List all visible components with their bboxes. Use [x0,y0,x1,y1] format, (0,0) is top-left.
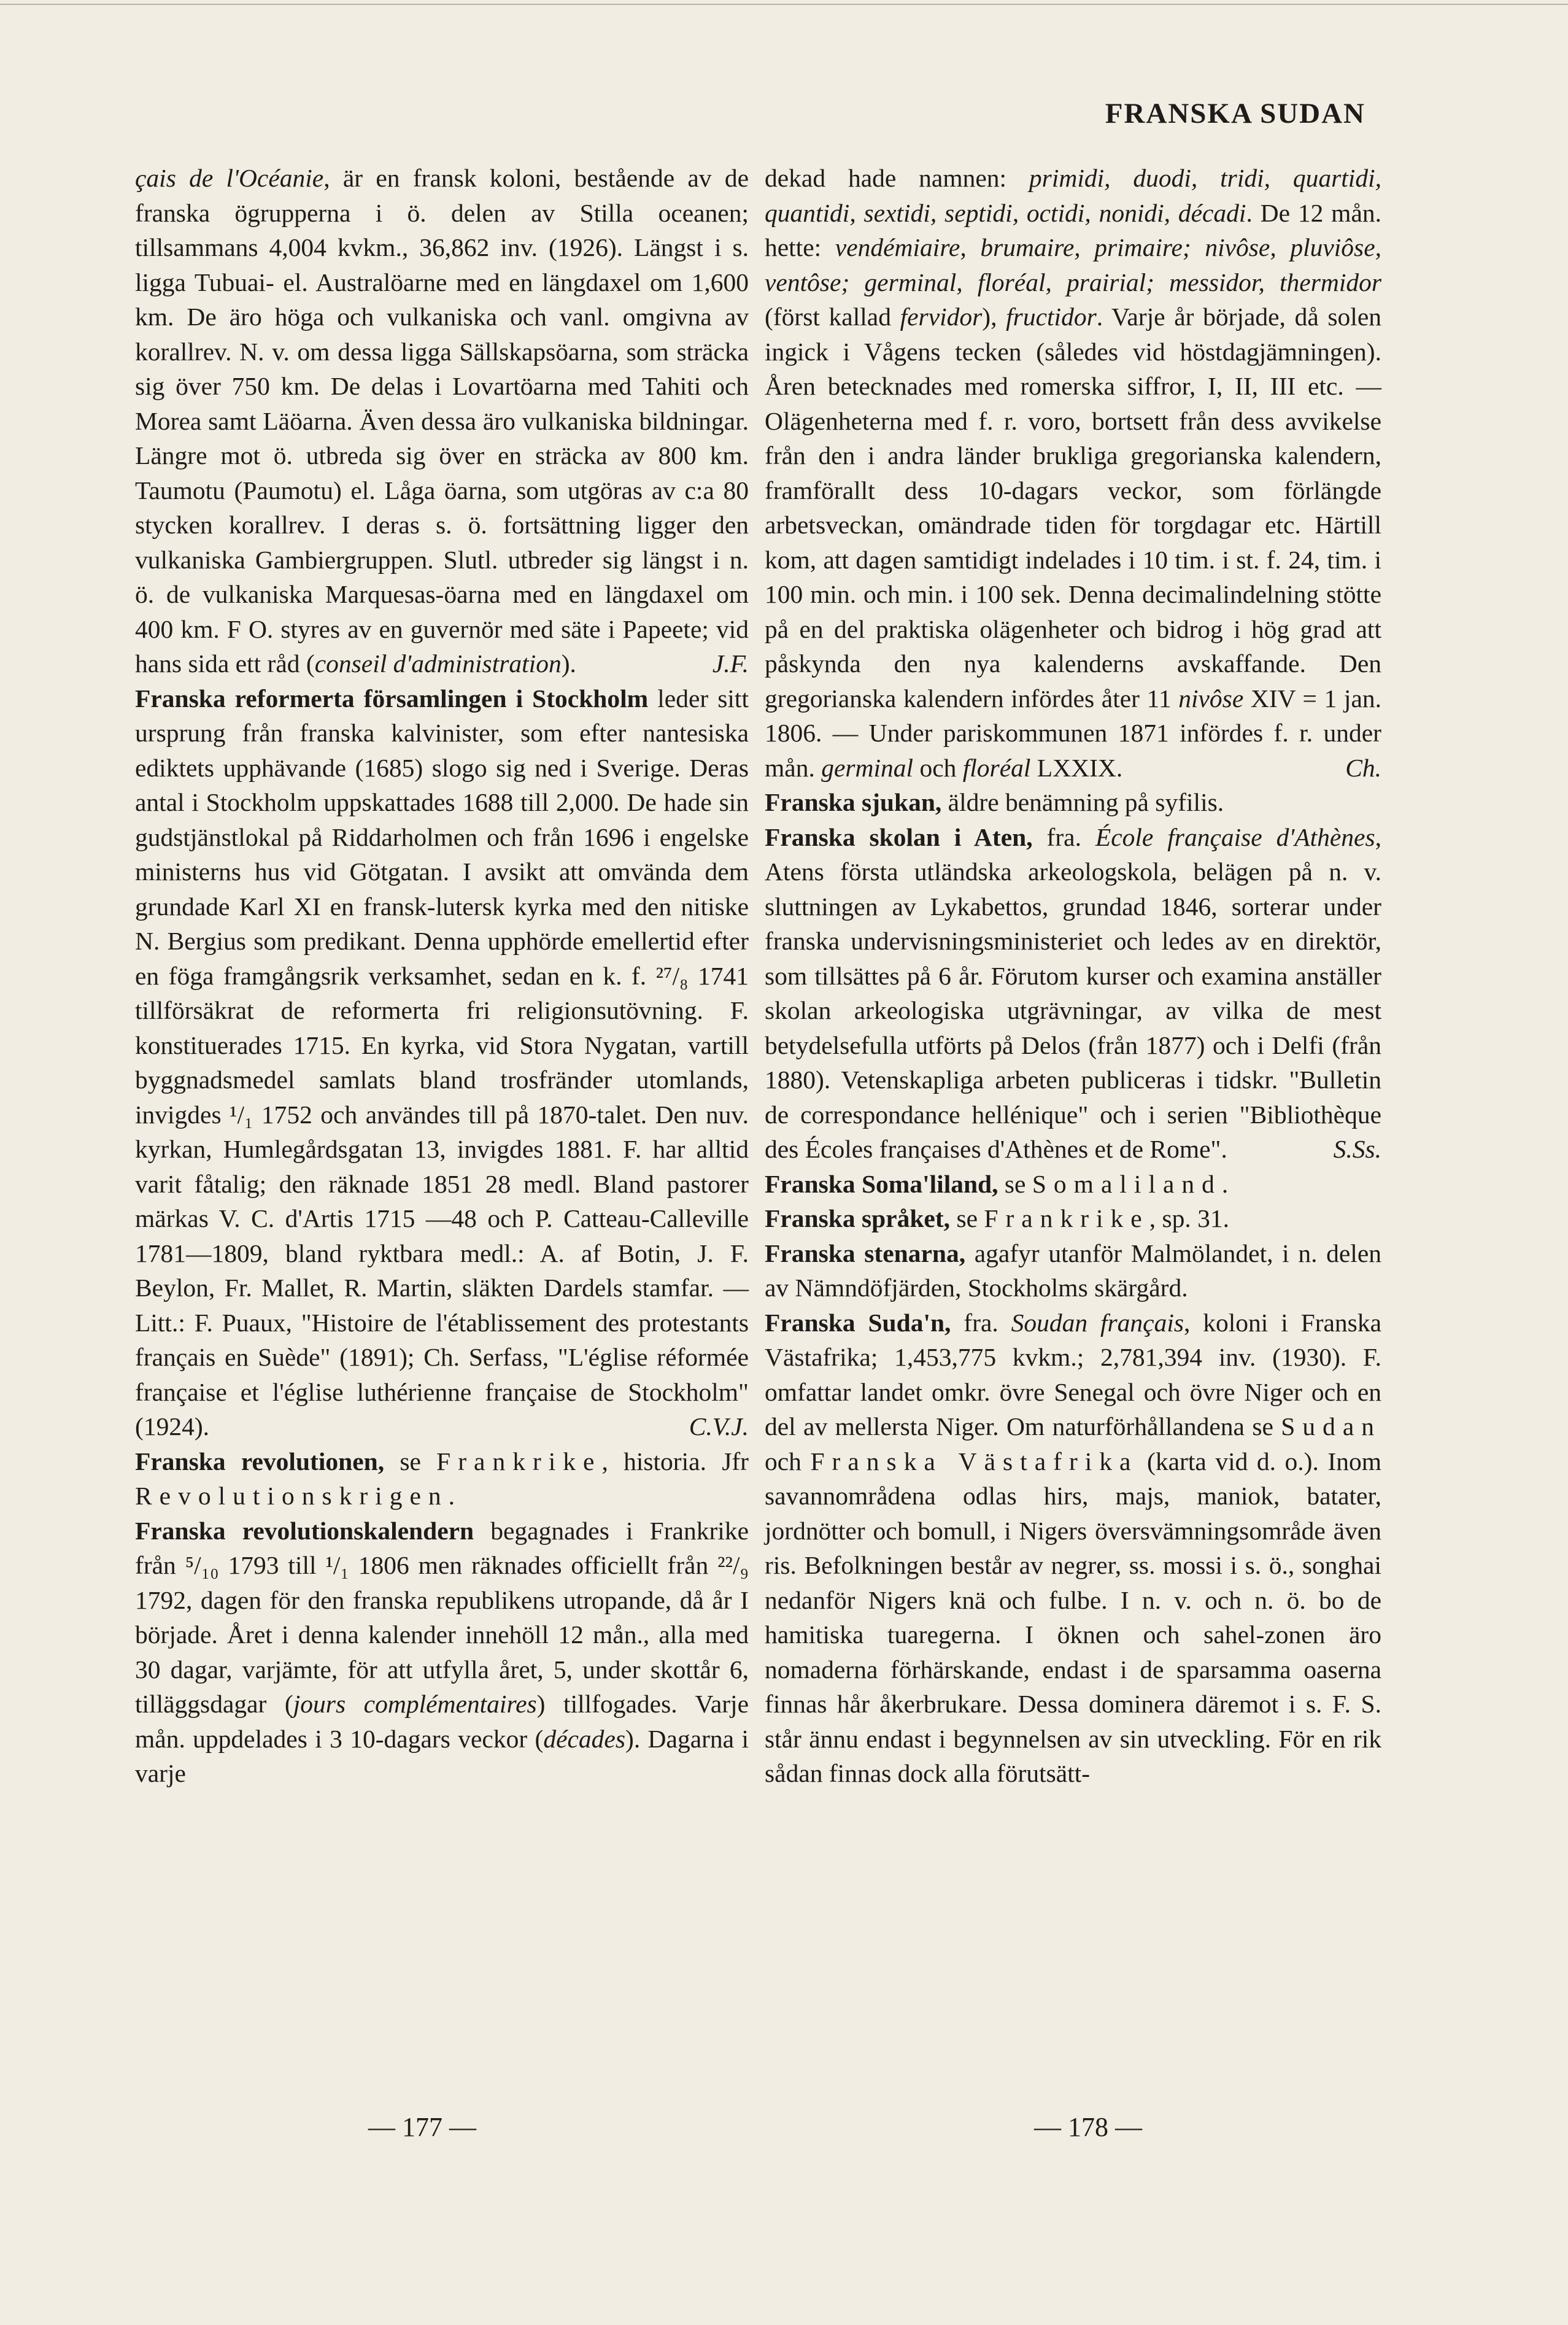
page-number-left: — 177 — [368,2112,476,2142]
headword: Franska Suda'n, [765,1308,951,1337]
cross-reference: Frankrike [984,1204,1149,1232]
scan-edge-line [0,4,1568,5]
headword: Franska sjukan, [765,788,942,816]
author-signature: C.V.J. [689,1412,749,1441]
running-head: FRANSKA SUDAN [1105,98,1365,130]
entry-franska-spraket: Franska språket, se Frankrike, sp. 31. [765,1204,1230,1232]
headword: Franska reformerta församlingen i Stockholm [135,684,649,713]
headword: Franska språket, [765,1204,951,1232]
cross-reference: Somaliland [1032,1169,1222,1198]
page-number-right: — 178 — [1034,2112,1142,2142]
headword: Franska revolutionskalendern [135,1516,474,1545]
entry-franska-sudan: Franska Suda'n, fra. Soudan français, koloni i Franska Västafrika; 1,453,775 kvkm.; 2,781,394 inv. (1930). F. omfattar landet omkr. övre Senegal och övre Niger och en del av mellersta Niger. Om naturförhållandena se Sudan och Franska Västafrika (karta vid d. o.). Inom savannområdena odlas hirs, majs, maniok, batater, jordnötter och bomull, i Nigers översvämningsområde även ris. Befolkningen består av negrer, ss. mossi i s. ö., songhai nedanför Nigers knä och fulbe. I n. v. och n. ö. bo de hamitiska tuaregerna. I öknen och sahel-zonen äro nomaderna förhärskande, endast i de sparsamma oaserna finnas hår åkerbrukare. Dessa dominera däremot i s. F. S. står ännu endast i begynnelsen av sin utveckling. För en rik sådan finnas dock alla förutsätt- [765,1308,1382,1787]
left-column [135,161,749,1791]
headword: Franska Soma'liland, [765,1169,998,1198]
entry-revolutionskalendern-continued: dekad hade namnen: primidi, duodi, tridi, quartidi, quantidi, sextidi, septidi, octidi, nonidi, décadi. De 12 mån. hette: vendémiaire, brumaire, primaire; nivôse, pluviôse, ventôse; germinal, floréal, prairial; messidor, thermidor (först kallad fervidor), fructidor. Varje år började, då solen ingick i Vågens tecken (således vid höstdagjämningen). Åren betecknades med romerska siffror, I, II, III etc. — Olägenheterna med f. r. voro, bortsett från dess avvikelse från den i andra länder brukliga gregorianska kalendern, framförallt dess 10-dagars veckor, som förlängde arbetsveckan, omändrade tiden för torgdagar etc. Härtill kom, att dagen samtidigt indelades i 10 tim. i st. f. 24, tim. i 100 min. och min. i 100 sek. Denna decimalindelning stötte på en del praktiska olägenheter och bidrog i hög grad att påskynda den nya kalenderns avskaffande. Den gregorianska kalendern infördes åter 11 nivôse XIV = 1 jan. 1806. — Under pariskommunen 1871 infördes f. r. under mån. germinal och floréal LXXIX. Ch. [765,161,1381,785]
entry-franska-somaliland: Franska Soma'liland, se Somaliland. [765,1169,1229,1198]
entry-franska-stenarna: Franska stenarna, agafyr utanför Malmölandet, i n. delen av Nämndöfjärden, Stockholms skärgård. [765,1239,1381,1302]
right-column [765,161,1381,1791]
entry-oceanie-continued: çais de l'Océanie, är en fransk koloni, bestående av de franska ögrupperna i ö. delen av Stilla oceanen; tillsammans 4,004 kvkm., 36,862 inv. (1926). Längst i s. ligga Tubuai- el. Australöarne med en längdaxel om 1,600 km. De äro höga och vulkaniska och vanl. omgivna av korallrev. N. v. om dessa ligga Sällskapsöarna, som sträcka sig över 750 km. De delas i Lovartöarna med Tahiti och Morea samt Läöarna. Även dessa äro vulkaniska bildningar. Längre mot ö. utbreda sig över en sträcka av 800 km. Taumotu (Paumotu) el. Låga öarna, som utgöras av c:a 80 stycken korallrev. I deras s. ö. fortsättning ligger den vulkaniska Gambiergruppen. Slutl. utbreder sig längst i n. ö. de vulkaniska Marquesas-öarna med en längdaxel om 400 km. F O. styres av en guvernör med säte i Papeete; vid hans sida ett råd (conseil d'administration). J.F. [135,161,749,681]
entry-franska-sjukan: Franska sjukan, äldre benämning på syfilis. [765,788,1224,816]
entry-revolutionen: Franska revolutionen, se Frankrike, historia. Jfr Revolutionskrigen. [135,1447,749,1510]
cross-reference: Franska Västafrika [810,1447,1138,1476]
headword: Franska skolan i Aten, [765,822,1033,851]
cross-reference: Frankrike [436,1447,602,1476]
headword: Franska revolutionen, [135,1447,385,1476]
author-signature: Ch. [1345,753,1381,782]
author-signature: S.Ss. [1333,1135,1381,1163]
entry-franska-skolan-i-aten: Franska skolan i Aten, fra. École française d'Athènes, Atens första utländska arkeologskola, belägen på n. v. sluttningen av Lykabettos, grundad 1846, sorterar under franska undervisningsministeriet och ledes av en direktör, som tillsättes på 6 år. Förutom kurser och examina anställer skolan arkeologiska utgrävningar, av vilka de mest betydelsefulla utförts på Delos (från 1877) och i Delfi (från 1880). Vetenskapliga arbeten publiceras i tidskr. "Bulletin de correspondance hellénique" och i serien "Bibliothèque des Écoles françaises d'Athènes et de Rome". S.Ss. [765,820,1381,1167]
author-signature: J.F. [712,649,749,678]
cross-reference: Sudan [1281,1412,1381,1441]
entry-reformerta-forsamlingen: Franska reformerta församlingen i Stockholm leder sitt ursprung från franska kalvinister, som efter nantesiska ediktets upphävande (1685) slogo sig ned i Sverige. Deras antal i Stockholm uppskattades 1688 till 2,000. De hade sin gudstjänstlokal på Riddarholmen och från 1696 i engelske ministerns hus vid Götgatan. I avsikt att omvända dem grundade Karl XI en fransk-lutersk kyrka med den nitiske N. Bergius som predikant. Denna upphörde emellertid efter en föga framgångsrik verksamhet, sedan en k. f. ²⁷/₈ 1741 tillförsäkrat de reformerta fri religionsutövning. F. konstituerades 1715. En kyrka, vid Stora Nygatan, vartill byggnadsmedel samlats bland trosfränder utomlands, invigdes ¹/₁ 1752 och användes till på 1870-talet. Den nuv. kyrkan, Humlegårdsgatan 13, invigdes 1881. F. har alltid varit fåtalig; den räknade 1851 28 medl. Bland pastorer märkas V. C. d'Artis 1715 —48 och P. Catteau-Calleville 1781—1809, bland ryktbara medl.: A. af Botin, J. F. Beylon, Fr. Mallet, R. Martin, släkten Dardels stamfar. — Litt.: F. Puaux, "Histoire de l'établissement des protestants français en Suède" (1891); Ch. Serfass, "L'église réformée française et l'église luthérienne française de Stockholm" (1924). C.V.J. [135,681,749,1444]
entry-revolutionskalendern: Franska revolutionskalendern begagnades i Frankrike från ⁵/₁₀ 1793 till ¹/₁ 1806 men räknades officiellt från ²²/₉ 1792, dagen för den franska republikens utropande, då år I började. Året i denna kalender innehöll 12 mån., alla med 30 dagar, varjämte, för att utfylla året, 5, under skottår 6, tilläggsdagar (jours complémentaires) tillfogades. Varje mån. uppdelades i 3 10-dagars veckor (décades). Dagarna i varje [135,1516,749,1787]
cross-reference: Revolutionskrigen [135,1482,449,1510]
headword: Franska stenarna, [765,1239,966,1267]
